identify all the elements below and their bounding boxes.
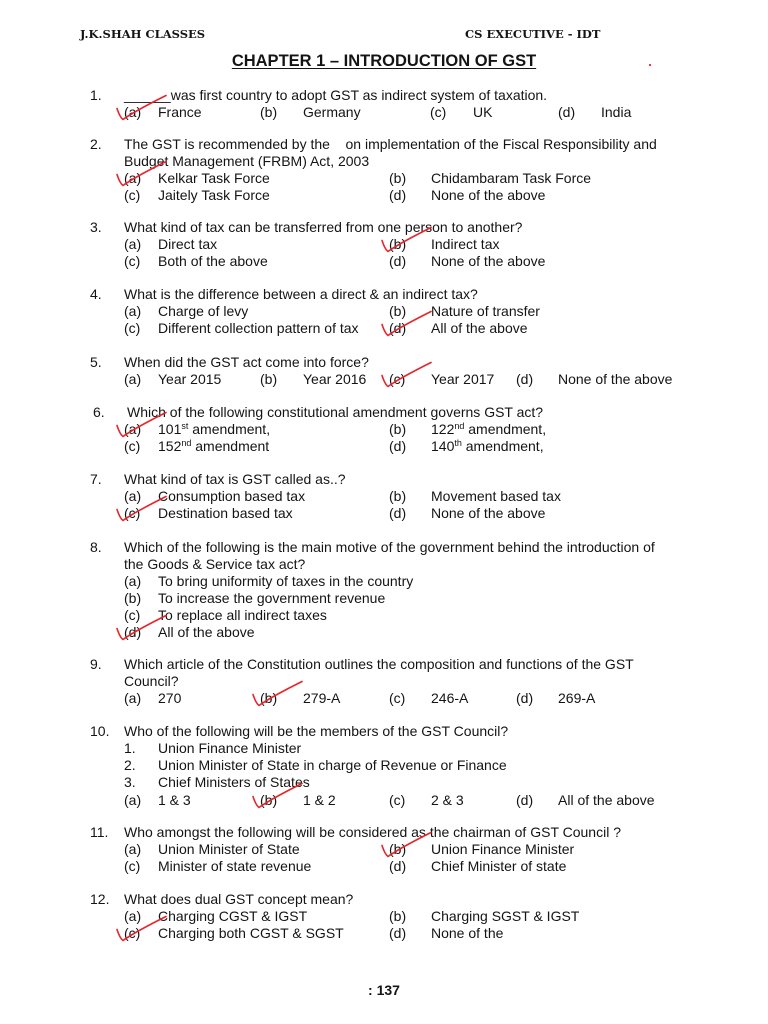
- question-number: 9.: [90, 656, 102, 672]
- option-text: [158, 421, 270, 438]
- option-label: (b): [260, 690, 278, 706]
- option-label: (a): [124, 792, 142, 808]
- options-row: [0, 841, 768, 858]
- question-number: 4.: [90, 286, 102, 302]
- option-line: [0, 624, 768, 641]
- question-text: What kind of tax is GST called as..?: [124, 471, 346, 487]
- question-text-line: [0, 556, 768, 573]
- sub-item-number: 3.: [124, 774, 136, 790]
- option-label: (d): [389, 187, 407, 203]
- option-label: (c): [124, 438, 141, 454]
- question-3: [0, 219, 768, 270]
- question-2: [0, 136, 768, 204]
- option-label: (c): [124, 607, 141, 623]
- question-8: [0, 539, 768, 641]
- option-label: (a): [124, 303, 142, 319]
- option-label: (b): [260, 104, 278, 120]
- options-row: [0, 320, 768, 337]
- ordinal-suffix: nd: [181, 438, 192, 448]
- question-text: Which of the following constitutional amendment governs GST act?: [127, 404, 544, 420]
- option-label: (d): [558, 104, 576, 120]
- option-text: Minister of state revenue: [158, 858, 312, 874]
- option-label: (d): [389, 505, 407, 521]
- sub-item-number: 2.: [124, 757, 136, 773]
- question-number: 8.: [90, 539, 102, 555]
- option-text: 270: [158, 690, 182, 706]
- question-text-line: [0, 153, 768, 170]
- sub-item-text: Union Minister of State in charge of Revenue or Finance: [158, 757, 507, 773]
- option-text: [431, 421, 546, 438]
- option-text: France: [158, 104, 202, 120]
- option-label: (a): [124, 371, 142, 387]
- option-text: None of the above: [431, 505, 546, 521]
- question-text: When did the GST act come into force?: [124, 354, 369, 370]
- sub-item-line: [0, 757, 768, 774]
- question-text-line: [0, 539, 768, 556]
- question-text: Who amongst the following will be considered as the chairman of GST Council ?: [124, 824, 621, 840]
- option-label: (a): [124, 170, 142, 186]
- option-label: (d): [516, 792, 534, 808]
- option-text: Movement based tax: [431, 488, 561, 504]
- option-text: 246-A: [431, 690, 469, 706]
- question-number: 11.: [90, 824, 109, 840]
- sub-item-line: [0, 740, 768, 757]
- ordinal-number: 152: [158, 438, 182, 454]
- question-number: 6.: [93, 404, 105, 420]
- option-label: (a): [124, 908, 142, 924]
- ordinal-suffix: th: [454, 438, 462, 448]
- option-text: None of the: [431, 925, 504, 941]
- option-text: Union Finance Minister: [431, 841, 575, 857]
- question-6: [0, 404, 768, 455]
- option-text: Chidambaram Task Force: [431, 170, 592, 186]
- ordinal-number: 101: [158, 421, 182, 437]
- question-text-line: [0, 824, 768, 841]
- option-label: (b): [260, 371, 278, 387]
- option-text: 269-A: [558, 690, 596, 706]
- question-number: 12.: [90, 891, 110, 907]
- option-label: (b): [389, 841, 407, 857]
- option-text: None of the above: [431, 253, 546, 269]
- options-row: [0, 371, 768, 388]
- options-row: [0, 908, 768, 925]
- option-text: All of the above: [431, 320, 528, 336]
- question-text-line: [0, 87, 768, 104]
- option-text: Charging SGST & IGST: [431, 908, 580, 924]
- option-label: (c): [124, 858, 141, 874]
- option-text: Year 2017: [431, 371, 495, 387]
- option-text-rest: amendment,: [188, 421, 271, 437]
- option-text: Union Minister of State: [158, 841, 300, 857]
- page-number: : 137: [368, 982, 400, 998]
- option-text: All of the above: [558, 792, 655, 808]
- option-text: None of the above: [558, 371, 673, 387]
- question-text-line: [0, 219, 768, 236]
- option-text: Destination based tax: [158, 505, 293, 521]
- option-label: (c): [124, 505, 141, 521]
- question-text-line: [0, 471, 768, 488]
- question-text-line: [0, 673, 768, 690]
- question-text: Who of the following will be the members of the GST Council?: [124, 723, 509, 739]
- options-row: [0, 488, 768, 505]
- option-text: All of the above: [158, 624, 255, 640]
- question-text-line: [0, 136, 768, 153]
- option-text: 1 & 2: [303, 792, 336, 808]
- sub-item-text: Chief Ministers of States: [158, 774, 310, 790]
- option-label: (c): [124, 187, 141, 203]
- option-label: (b): [389, 303, 407, 319]
- option-label: (a): [124, 573, 142, 589]
- header-institute-name: J.K.SHAH CLASSES: [80, 27, 206, 41]
- option-text-rest: amendment,: [464, 421, 547, 437]
- ordinal-number: 122: [431, 421, 455, 437]
- option-text: Charging both CGST & SGST: [158, 925, 344, 941]
- question-text: What does dual GST concept mean?: [124, 891, 354, 907]
- sub-item-text: Union Finance Minister: [158, 740, 302, 756]
- option-label: (c): [430, 104, 447, 120]
- option-text: India: [601, 104, 632, 120]
- question-number: 2.: [90, 136, 102, 152]
- option-label: (a): [124, 690, 142, 706]
- options-row: [0, 187, 768, 204]
- option-label: (a): [124, 841, 142, 857]
- option-label: (c): [389, 371, 406, 387]
- question-10: [0, 723, 768, 809]
- option-text: Year 2016: [303, 371, 367, 387]
- options-row: [0, 253, 768, 270]
- question-4: [0, 286, 768, 337]
- option-text: To bring uniformity of taxes in the country: [158, 573, 414, 589]
- option-label: (b): [389, 170, 407, 186]
- options-row: [0, 792, 768, 809]
- option-label: (c): [389, 792, 406, 808]
- option-label: (a): [124, 421, 142, 437]
- question-12: [0, 891, 768, 942]
- question-number: 5.: [90, 354, 102, 370]
- question-text: the Goods & Service tax act?: [124, 556, 306, 572]
- options-row: [0, 858, 768, 875]
- sub-item-line: [0, 774, 768, 791]
- question-text: The GST is recommended by the on implementation of the Fiscal Responsibility and: [124, 136, 657, 152]
- chapter-title: CHAPTER 1 – INTRODUCTION OF GST: [231, 52, 537, 70]
- option-text: [431, 438, 544, 455]
- options-row: [0, 438, 768, 455]
- question-number: 10.: [90, 723, 110, 739]
- option-label: (a): [124, 236, 142, 252]
- option-label: (b): [389, 236, 407, 252]
- option-label: (a): [124, 104, 142, 120]
- ordinal-suffix: st: [181, 421, 189, 431]
- question-number: 3.: [90, 219, 102, 235]
- option-label: (d): [389, 858, 407, 874]
- options-row: [0, 170, 768, 187]
- options-row: [0, 303, 768, 320]
- option-text: To replace all indirect taxes: [158, 607, 327, 623]
- option-text: Chief Minister of state: [431, 858, 567, 874]
- ordinal-number: 140: [431, 438, 455, 454]
- option-label: (d): [389, 253, 407, 269]
- question-text: What kind of tax can be transferred from one person to another?: [124, 219, 523, 235]
- question-number: 1.: [90, 87, 102, 103]
- option-text-rest: amendment,: [461, 438, 544, 454]
- option-text: Consumption based tax: [158, 488, 306, 504]
- option-label: (b): [389, 421, 407, 437]
- option-text: Jaitely Task Force: [158, 187, 270, 203]
- question-text: Council?: [124, 673, 179, 689]
- question-text-line: [0, 354, 768, 371]
- question-1: [0, 87, 768, 121]
- option-text: 2 & 3: [431, 792, 464, 808]
- question-text: Which of the following is the main motive of the government behind the introduction of: [124, 539, 655, 555]
- option-label: (b): [124, 590, 142, 606]
- option-line: [0, 573, 768, 590]
- option-text: 279-A: [303, 690, 341, 706]
- question-text-line: [0, 656, 768, 673]
- question-text-line: [0, 404, 768, 421]
- question-7: [0, 471, 768, 522]
- option-text: Different collection pattern of tax: [158, 320, 359, 336]
- option-text: Charge of levy: [158, 303, 249, 319]
- option-label: (d): [389, 320, 407, 336]
- header-course-name: CS EXECUTIVE - IDT: [465, 27, 601, 41]
- chapter-title-row: [0, 51, 768, 71]
- option-label: (a): [124, 488, 142, 504]
- option-label: (d): [389, 438, 407, 454]
- option-label: (c): [124, 320, 141, 336]
- option-text: None of the above: [431, 187, 546, 203]
- question-11: [0, 824, 768, 875]
- option-text: Germany: [303, 104, 361, 120]
- option-label: (c): [389, 690, 406, 706]
- option-label: (c): [124, 253, 141, 269]
- option-label: (c): [124, 925, 141, 941]
- options-row: [0, 925, 768, 942]
- option-text: Charging CGST & IGST: [158, 908, 308, 924]
- option-text: UK: [473, 104, 493, 120]
- options-row: [0, 505, 768, 522]
- option-text: To increase the government revenue: [158, 590, 386, 606]
- question-text: What is the difference between a direct & an indirect tax?: [124, 286, 478, 302]
- option-text: Both of the above: [158, 253, 268, 269]
- option-line: [0, 607, 768, 624]
- option-label: (d): [124, 624, 142, 640]
- question-text: Which article of the Constitution outlines the composition and functions of the GST: [124, 656, 634, 672]
- question-text-line: [0, 891, 768, 908]
- options-row: [0, 690, 768, 707]
- option-label: (d): [516, 371, 534, 387]
- question-number: 7.: [90, 471, 102, 487]
- option-text: Nature of transfer: [431, 303, 540, 319]
- question-text-line: [0, 723, 768, 740]
- option-label: (b): [389, 908, 407, 924]
- question-text-line: [0, 286, 768, 303]
- option-line: [0, 590, 768, 607]
- option-text: [158, 438, 269, 455]
- option-text: 1 & 3: [158, 792, 191, 808]
- sub-item-number: 1.: [124, 740, 136, 756]
- question-text: ______was first country to adopt GST as indirect system of taxation.: [124, 87, 548, 103]
- option-text-rest: amendment: [191, 438, 270, 454]
- option-text: Direct tax: [158, 236, 218, 252]
- option-label: (d): [389, 925, 407, 941]
- option-label: (b): [260, 792, 278, 808]
- options-row: [0, 236, 768, 253]
- question-9: [0, 656, 768, 707]
- option-text: Year 2015: [158, 371, 222, 387]
- ordinal-suffix: nd: [454, 421, 465, 431]
- option-text: Indirect tax: [431, 236, 500, 252]
- question-text: Budget Management (FRBM) Act, 2003: [124, 153, 370, 169]
- question-5: [0, 354, 768, 388]
- options-row: [0, 421, 768, 438]
- options-row: [0, 104, 768, 121]
- option-label: (d): [516, 690, 534, 706]
- option-label: (b): [389, 488, 407, 504]
- option-text: Kelkar Task Force: [158, 170, 270, 186]
